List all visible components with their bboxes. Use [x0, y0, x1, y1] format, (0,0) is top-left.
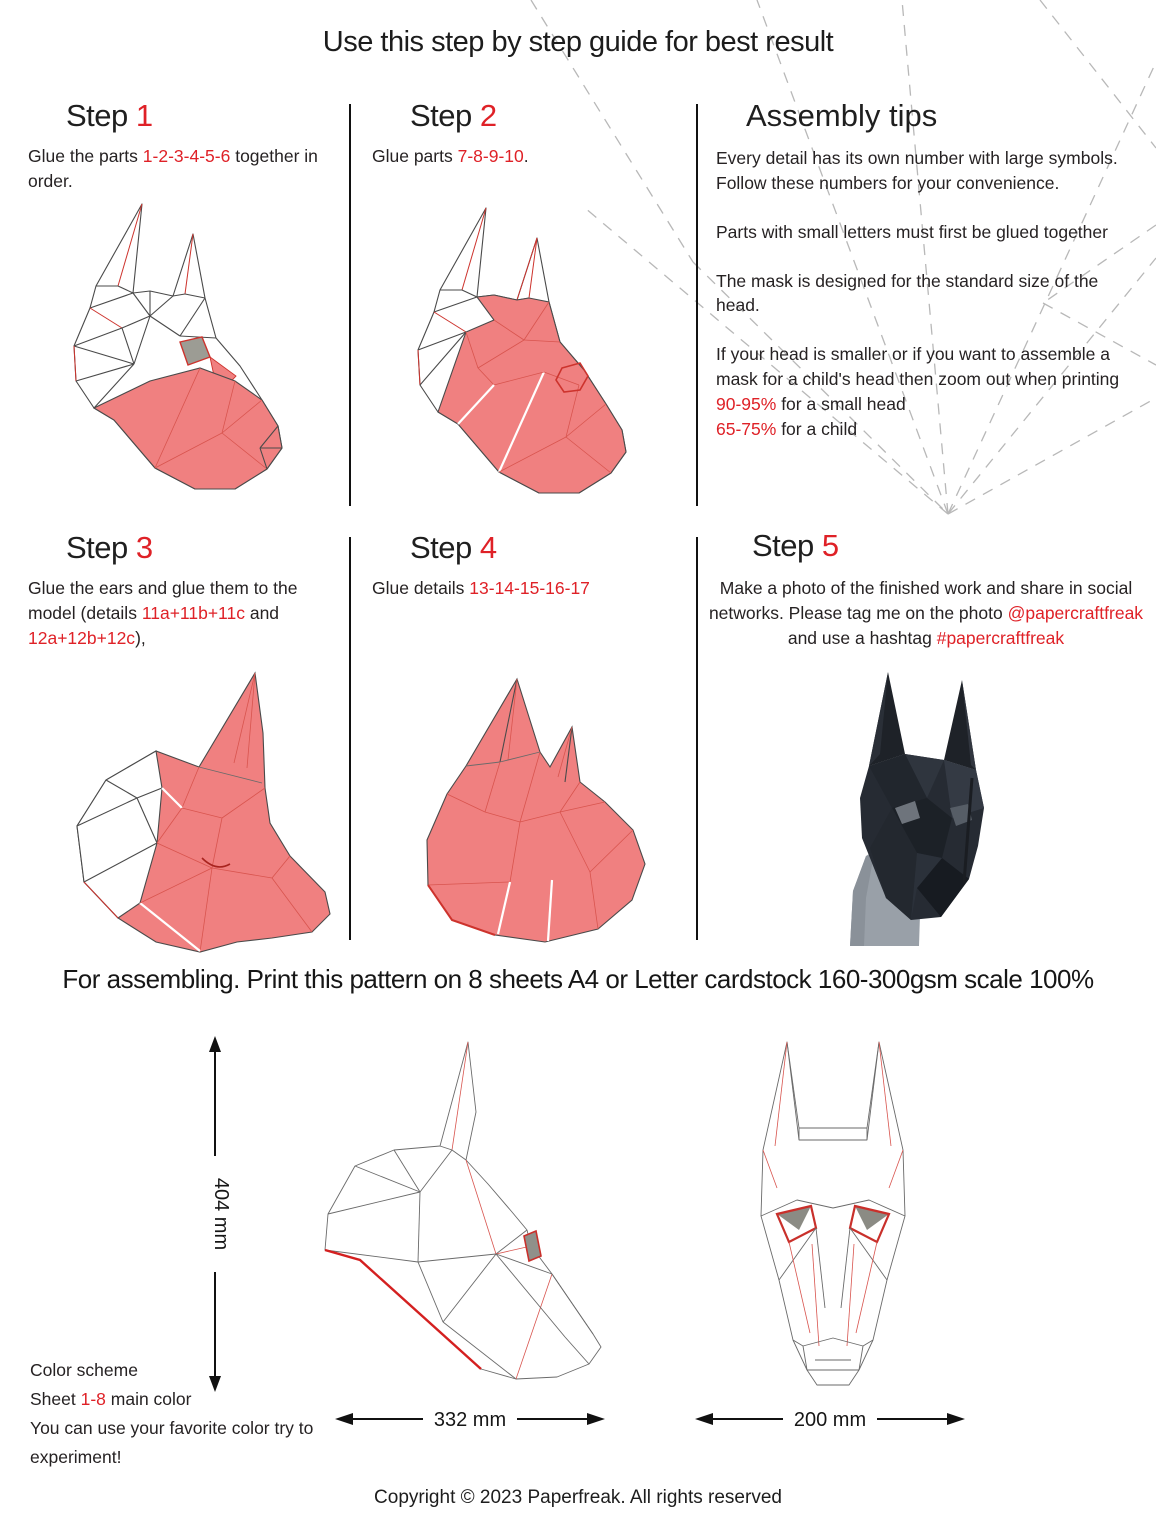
step2-text-pre: Glue parts	[372, 146, 458, 166]
step5-finished-mask-photo	[792, 658, 1070, 946]
step1-text-parts: 1-2-3-4-5-6	[142, 146, 231, 166]
step3-text-post: ),	[135, 627, 146, 648]
assembly-tips-body	[716, 146, 1144, 442]
step5-hashtag: #papercraftfreak	[936, 627, 1065, 648]
step2-section	[372, 98, 690, 169]
step3-heading-label: Step	[66, 530, 136, 565]
tips-paragraph-3: The mask is designed for the standard size of the head.	[716, 270, 1099, 316]
tips-paragraph-2: Parts with small letters must first be glued together	[716, 221, 1108, 242]
step1-section	[28, 98, 346, 194]
step1-heading-number: 1	[135, 98, 153, 133]
arrow-right-icon	[947, 1413, 965, 1425]
page-title: Use this step by step guide for best result	[322, 26, 834, 58]
column-divider	[696, 537, 698, 940]
copyright-text: Copyright © 2023 Paperfreak. All rights reserved	[374, 1487, 782, 1508]
step3-heading	[66, 530, 346, 566]
step4-text-parts: 13-14-15-16-17	[469, 578, 590, 598]
step2-heading-number: 2	[479, 98, 497, 133]
column-divider	[349, 537, 351, 940]
front-width-dimension	[695, 1405, 965, 1433]
color-scheme-sheet-post: main color	[105, 1389, 192, 1410]
step4-heading-number: 4	[479, 530, 497, 565]
arrow-right-icon	[587, 1413, 605, 1425]
step4-section	[372, 530, 690, 601]
step2-text	[372, 144, 690, 169]
step2-mask-illustration	[374, 200, 674, 512]
color-scheme-line3: You can use your favorite color try to experiment!	[30, 1418, 314, 1468]
color-scheme-note	[30, 1356, 340, 1472]
step5-text-pre: Make a photo of the finished work and share in social networks. Please tag me on the photo	[708, 578, 1133, 623]
step1-text-pre: Glue the parts	[28, 146, 143, 166]
step4-text-pre: Glue details	[372, 578, 470, 598]
color-scheme-line2	[30, 1385, 340, 1414]
assembly-tips-heading: Assembly tips	[746, 98, 938, 133]
pattern-front-view-drawing	[697, 1028, 987, 1393]
step5-heading-number: 5	[821, 528, 839, 563]
front-width-label: 200 mm	[793, 1409, 867, 1431]
tips-small-head-label: for a small head	[776, 393, 906, 414]
print-instructions-heading: For assembling. Print this pattern on 8 sheets A4 or Letter cardstock 160-300gsm scale 100%	[62, 964, 1094, 994]
step5-section	[704, 528, 1148, 651]
step1-heading-label: Step	[66, 98, 136, 133]
color-scheme-sheet-label: Sheet	[30, 1389, 81, 1410]
assembly-tips-section	[716, 98, 1144, 442]
column-divider	[696, 104, 698, 506]
step3-section	[28, 530, 346, 651]
step4-heading	[410, 530, 690, 566]
step5-text	[704, 576, 1148, 651]
tips-paragraph-1: Every detail has its own number with large symbols. Follow these numbers for your convenience.	[716, 148, 1118, 193]
color-scheme-sheet-range: 1-8	[80, 1389, 106, 1410]
tips-paragraph-4-text: If your head is smaller or if you want to assemble a mask for a child's head then zoom out when printing	[716, 344, 1120, 390]
step3-text-ears1: 11a+11b+11c	[141, 602, 245, 623]
tips-paragraph-4	[716, 342, 1144, 441]
height-dimension-label: 404 mm	[210, 1177, 232, 1251]
step5-heading	[752, 528, 1148, 564]
step3-text	[28, 576, 346, 651]
step3-mask-illustration	[62, 668, 342, 956]
tips-child-label: for a child	[776, 418, 858, 439]
side-width-label: 332 mm	[433, 1409, 507, 1431]
side-width-dimension	[335, 1405, 605, 1433]
height-dimension	[193, 1036, 237, 1392]
column-divider	[349, 104, 351, 506]
step2-heading	[410, 98, 690, 134]
step3-text-mid: and	[244, 602, 280, 623]
step4-text	[372, 576, 690, 601]
step5-heading-label: Step	[752, 528, 822, 563]
step1-text-post: together in order.	[28, 146, 318, 191]
step3-heading-number: 3	[135, 530, 153, 565]
step4-heading-label: Step	[410, 530, 480, 565]
tips-scale-child: 65-75%	[716, 418, 777, 439]
step4-mask-illustration	[400, 642, 680, 947]
step1-mask-illustration	[30, 196, 330, 508]
step3-text-ears2: 12a+12b+12c	[28, 627, 136, 648]
step2-heading-label: Step	[410, 98, 480, 133]
step2-text-parts: 7-8-9-10	[457, 146, 524, 166]
step5-tag-handle: @papercraftfreak	[1007, 602, 1144, 623]
step2-text-post: .	[523, 146, 529, 166]
tips-scale-small-head: 90-95%	[716, 393, 777, 414]
step1-text	[28, 144, 346, 194]
step3-text-pre: Glue the ears and glue them to the model (details	[28, 578, 298, 623]
step1-heading	[66, 98, 346, 134]
color-scheme-line1: Color scheme	[30, 1360, 138, 1380]
step5-text-mid: and use a hashtag	[787, 627, 937, 648]
pattern-side-view-drawing	[300, 1032, 630, 1392]
